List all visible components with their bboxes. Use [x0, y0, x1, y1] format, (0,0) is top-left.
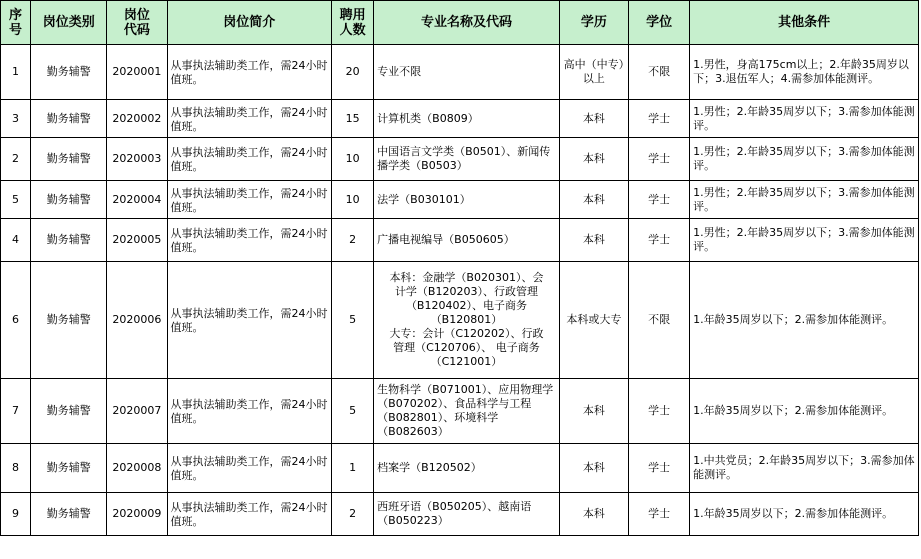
cell-category: 勤务辅警 — [31, 379, 107, 444]
major-line: 本科：金融学（B020301）、会 — [389, 271, 544, 284]
cell-major — [374, 45, 560, 100]
table-row — [1, 444, 919, 493]
cell-degree: 学士 — [628, 100, 689, 138]
cell-seq: 8 — [1, 444, 31, 493]
header-seq: 序 号 — [1, 1, 31, 45]
cell-seq: 4 — [1, 219, 31, 262]
cell-seq: 5 — [1, 181, 31, 219]
cell-intro: 从事执法辅助类工作，需24小时值班。 — [167, 100, 332, 138]
cell-major — [374, 444, 560, 493]
cell-education: 高中（中专）以上 — [559, 45, 628, 100]
cell-degree: 不限 — [628, 262, 689, 379]
major-line: 档案学（B120502） — [377, 461, 482, 474]
cell-other: 1.中共党员；2.年龄35周岁以下；3.需参加体能测评。 — [690, 444, 919, 493]
cell-education: 本科 — [559, 138, 628, 181]
header-education: 学历 — [559, 1, 628, 45]
header-other: 其他条件 — [690, 1, 919, 45]
cell-code: 2020005 — [107, 219, 167, 262]
cell-degree: 学士 — [628, 219, 689, 262]
major-line: 法学（B030101） — [377, 192, 471, 206]
table-row — [1, 379, 919, 444]
cell-count: 2 — [332, 219, 374, 262]
cell-category: 勤务辅警 — [31, 181, 107, 219]
cell-seq: 6 — [1, 262, 31, 379]
header-category: 岗位类别 — [31, 1, 107, 45]
major-line: 广播电视编导（B050605） — [377, 233, 515, 246]
cell-category: 勤务辅警 — [31, 444, 107, 493]
cell-count: 5 — [332, 262, 374, 379]
cell-intro: 从事执法辅助类工作，需24小时值班。 — [167, 219, 332, 262]
cell-count: 2 — [332, 493, 374, 536]
cell-other: 1.男性；2.年龄35周岁以下；3.需参加体能测评。 — [690, 181, 919, 219]
table-row — [1, 100, 919, 138]
table-row — [1, 45, 919, 100]
cell-intro: 从事执法辅助类工作，需24小时值班。 — [167, 262, 332, 379]
cell-category: 勤务辅警 — [31, 219, 107, 262]
cell-seq: 1 — [1, 45, 31, 100]
table-row — [1, 181, 919, 219]
cell-category: 勤务辅警 — [31, 493, 107, 536]
cell-code: 2020003 — [107, 138, 167, 181]
cell-intro: 从事执法辅助类工作，需24小时值班。 — [167, 181, 332, 219]
cell-category: 勤务辅警 — [31, 45, 107, 100]
cell-degree: 学士 — [628, 493, 689, 536]
header-row — [1, 1, 919, 45]
cell-other: 1.年龄35周岁以下；2.需参加体能测评。 — [690, 262, 919, 379]
cell-education: 本科 — [559, 444, 628, 493]
header-intro: 岗位简介 — [167, 1, 332, 45]
major-line: （B120801） — [430, 313, 503, 326]
cell-education: 本科 — [559, 181, 628, 219]
cell-education: 本科 — [559, 219, 628, 262]
table-row — [1, 262, 919, 379]
cell-other: 1.男性；2.年龄35周岁以下；3.需参加体能测评。 — [690, 138, 919, 181]
cell-intro: 从事执法辅助类工作，需24小时值班。 — [167, 379, 332, 444]
cell-code: 2020008 — [107, 444, 167, 493]
cell-code: 2020004 — [107, 181, 167, 219]
cell-intro: 从事执法辅助类工作，需24小时值班。 — [167, 493, 332, 536]
cell-seq: 2 — [1, 138, 31, 181]
cell-education: 本科 — [559, 379, 628, 444]
cell-degree: 学士 — [628, 379, 689, 444]
cell-intro: 从事执法辅助类工作，需24小时值班。 — [167, 138, 332, 181]
header-major: 专业名称及代码 — [374, 1, 560, 45]
cell-education: 本科 — [559, 100, 628, 138]
cell-count: 20 — [332, 45, 374, 100]
cell-major — [374, 100, 560, 138]
header-degree: 学位 — [628, 1, 689, 45]
cell-code: 2020007 — [107, 379, 167, 444]
cell-major — [374, 181, 560, 219]
cell-other: 1.年龄35周岁以下；2.需参加体能测评。 — [690, 379, 919, 444]
major-line: 中国语言文学类（B0501）、新闻传播学类（B0503） — [377, 145, 551, 172]
cell-major — [374, 262, 560, 379]
table-row — [1, 493, 919, 536]
major-line: 专业不限 — [377, 65, 422, 78]
cell-major — [374, 379, 560, 444]
cell-major — [374, 138, 560, 181]
major-line: 管理（C120706）、 电子商务 — [393, 341, 540, 354]
header-code: 岗位 代码 — [107, 1, 167, 45]
cell-intro: 从事执法辅助类工作，需24小时值班。 — [167, 444, 332, 493]
major-line: （C121001） — [430, 355, 503, 368]
cell-degree: 学士 — [628, 444, 689, 493]
header-count: 聘用 人数 — [332, 1, 374, 45]
cell-major — [374, 493, 560, 536]
cell-code: 2020006 — [107, 262, 167, 379]
cell-category: 勤务辅警 — [31, 138, 107, 181]
cell-major — [374, 219, 560, 262]
cell-count: 1 — [332, 444, 374, 493]
cell-count: 5 — [332, 379, 374, 444]
major-line: 生物科学（B071001）、应用物理学（B070202）、食品科学与工程（B082801）、环境科学（B082603） — [377, 383, 554, 438]
cell-degree: 学士 — [628, 138, 689, 181]
cell-other: 1.男性；2.年龄35周岁以下；3.需参加体能测评。 — [690, 100, 919, 138]
cell-seq: 7 — [1, 379, 31, 444]
cell-degree: 不限 — [628, 45, 689, 100]
cell-count: 15 — [332, 100, 374, 138]
cell-count: 10 — [332, 181, 374, 219]
cell-education: 本科 — [559, 493, 628, 536]
major-line: 西班牙语（B050205）、越南语（B050223） — [377, 500, 532, 527]
cell-other: 1.男性；2.年龄35周岁以下；3.需参加体能测评。 — [690, 219, 919, 262]
cell-education: 本科或大专 — [559, 262, 628, 379]
major-line: 计学（B120203）、行政管理 — [394, 285, 538, 298]
cell-seq: 9 — [1, 493, 31, 536]
table-row — [1, 138, 919, 181]
cell-code: 2020002 — [107, 100, 167, 138]
major-line: 大专：会计（C120202）、行政 — [389, 327, 544, 340]
cell-code: 2020001 — [107, 45, 167, 100]
cell-other: 1.男性，身高175cm以上；2.年龄35周岁以下；3.退伍军人；4.需参加体能测评。 — [690, 45, 919, 100]
cell-other: 1.年龄35周岁以下；2.需参加体能测评。 — [690, 493, 919, 536]
cell-count: 10 — [332, 138, 374, 181]
major-line: （B120402）、电子商务 — [405, 299, 527, 312]
major-line: 计算机类（B0809） — [377, 111, 479, 125]
cell-code: 2020009 — [107, 493, 167, 536]
cell-intro: 从事执法辅助类工作，需24小时值班。 — [167, 45, 332, 100]
cell-seq: 3 — [1, 100, 31, 138]
table-row — [1, 219, 919, 262]
cell-degree: 学士 — [628, 181, 689, 219]
cell-category: 勤务辅警 — [31, 262, 107, 379]
cell-category: 勤务辅警 — [31, 100, 107, 138]
